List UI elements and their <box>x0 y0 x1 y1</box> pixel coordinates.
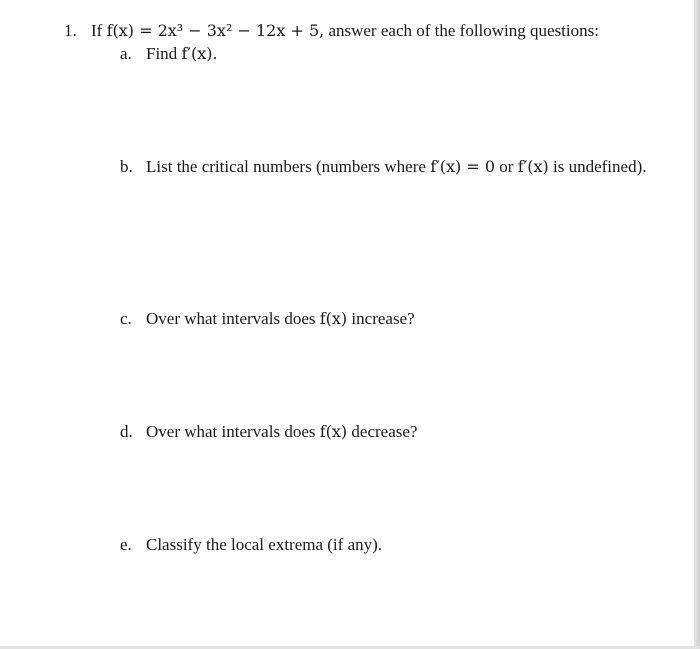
function-definition: f(x) = 2x³ − 3x² − 12x + 5, <box>106 21 325 40</box>
part-a-letter: a. <box>120 44 132 63</box>
part-c-letter: c. <box>120 309 132 328</box>
part-b-letter: b. <box>120 157 133 176</box>
question-intro-tail: answer each of the following questions: <box>328 21 599 40</box>
part-a-text: Find <box>146 44 178 63</box>
part-d-math: f(x) <box>319 422 348 441</box>
part-b-mid: or <box>499 157 514 176</box>
part-a <box>120 43 218 65</box>
part-b <box>120 156 646 178</box>
page-right-edge <box>694 0 700 649</box>
part-c-text: Over what intervals does <box>146 309 316 328</box>
part-a-math: f′(x). <box>181 44 218 63</box>
part-e-letter: e. <box>120 535 132 554</box>
part-d-letter: d. <box>120 422 133 441</box>
part-b-tail: is undefined). <box>553 157 647 176</box>
question-intro: If <box>91 21 103 40</box>
question-1 <box>64 20 599 42</box>
question-number: 1. <box>64 21 77 40</box>
part-b-text: List the critical numbers (numbers where <box>146 157 426 176</box>
part-c <box>120 308 415 330</box>
part-e-text: Classify the local extrema (if any). <box>146 535 383 554</box>
part-d-tail: decrease? <box>351 422 418 441</box>
part-e <box>120 534 382 556</box>
part-c-tail: increase? <box>351 309 415 328</box>
part-c-math: f(x) <box>319 309 348 328</box>
part-b-math: f′(x) = 0 <box>430 157 496 176</box>
part-b-math2: f′(x) <box>517 157 549 176</box>
part-d <box>120 421 417 443</box>
part-d-text: Over what intervals does <box>146 422 316 441</box>
